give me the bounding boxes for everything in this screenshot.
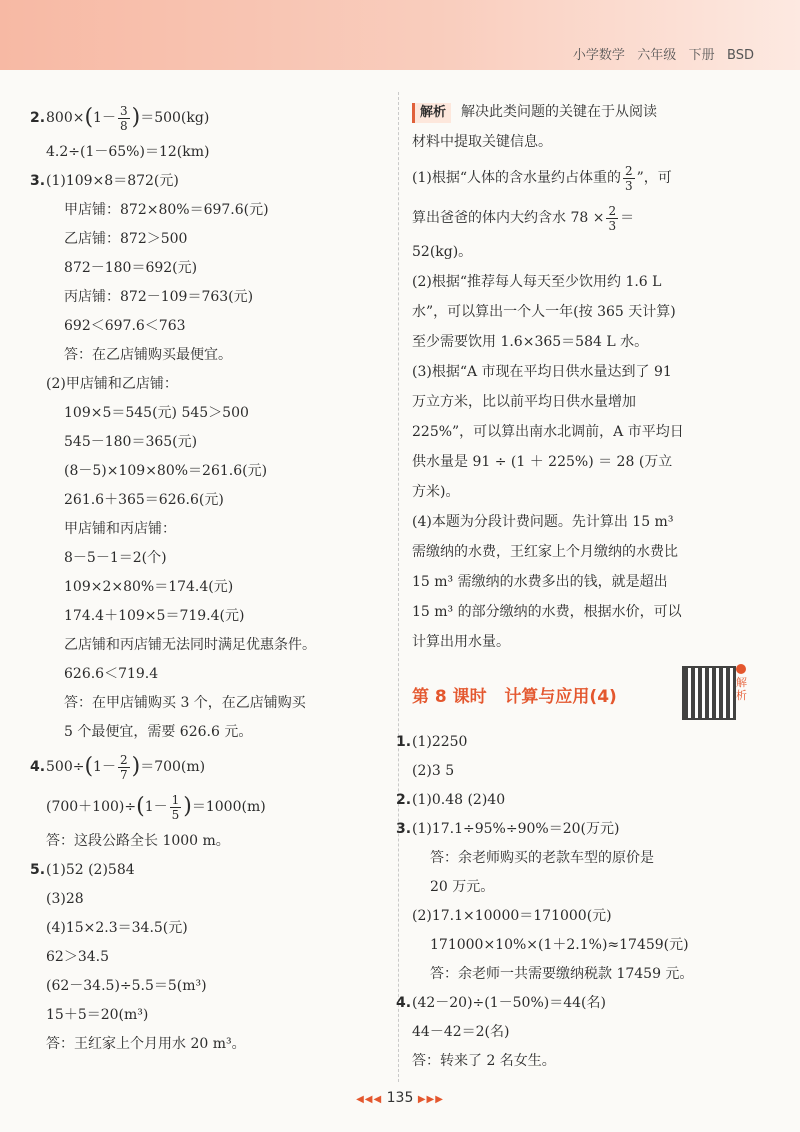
denominator: 7 [119, 767, 128, 782]
answer-5-line-1 [30, 856, 386, 885]
paren-open: ( [136, 794, 145, 819]
answer-line: 8－5－1＝2(个) [64, 550, 167, 566]
paren-open: ( [84, 105, 94, 130]
answer-line: 62＞34.5 [46, 949, 109, 965]
analysis-text: 15 m³ 需缴纳的水费多出的钱，就是超出 [412, 574, 668, 590]
question-number: 3. [396, 821, 412, 837]
expr-text: 1－ [144, 799, 168, 815]
answer-2-line-2: 4.2÷(1－65%)＝12(km) [46, 144, 210, 160]
answer-line: 692＜697.6＜763 [64, 318, 186, 334]
analysis-text: 方米)。 [412, 484, 460, 500]
prev-arrows-icon: ◀◀◀ [356, 1094, 383, 1105]
expr-text: (42－20)÷(1－50%)＝44(名) [412, 995, 606, 1011]
expr-text: (1)0.48 (2)40 [412, 792, 506, 808]
numerator: 2 [625, 163, 633, 178]
answer-line: (8－5)×109×80%＝261.6(元) [64, 463, 268, 479]
answer-line [396, 786, 772, 815]
analysis-text: 至少需要饮用 1.6×365＝584 L 水。 [412, 334, 649, 350]
page-number: 135 [386, 1090, 414, 1106]
answer-line: (2)3 5 [412, 763, 455, 779]
answer-line: 答：这段公路全长 1000 m。 [46, 833, 230, 849]
answer-line: 44－42＝2(名) [412, 1024, 510, 1040]
numerator: 3 [119, 103, 128, 118]
lesson-title: 第 8 课时 计算与应用(4) [412, 687, 617, 707]
analysis-text: 52(kg)。 [412, 244, 473, 260]
denominator: 3 [608, 218, 617, 233]
paren-close: ) [183, 794, 192, 819]
lesson-answers [396, 728, 772, 1076]
answer-line: 乙店铺和丙店铺无法同时满足优惠条件。 [64, 637, 316, 653]
analysis-text: ”，可 [636, 170, 672, 186]
denominator: 5 [171, 807, 180, 822]
expr-text: 500÷ [46, 759, 85, 775]
question-number: 4. [396, 995, 412, 1011]
analysis-text: 解决此类问题的关键在于从阅读 [461, 104, 658, 120]
analysis-text: (1)根据“人体的含水量约占体重的 [412, 170, 621, 186]
answer-line: 261.6＋365＝626.6(元) [64, 492, 224, 508]
play-icon [736, 664, 746, 674]
answer-line: 答：余老师一共需要缴纳税款 17459 元。 [430, 966, 694, 982]
analysis-text: 万立方米，比以前平均日供水量增加 [412, 394, 636, 410]
analysis-line [412, 198, 762, 238]
answer-4-line-2 [46, 787, 386, 827]
expr-text: (700＋100)÷ [46, 799, 137, 815]
analysis-text: 计算出用水量。 [412, 634, 510, 650]
answer-line: 545－180＝365(元) [64, 434, 198, 450]
qr-label-text: 解析 [736, 676, 747, 702]
analysis-text: 水”，可以算出一个人一年(按 365 天计算) [412, 304, 676, 320]
question-number: 2. [396, 792, 412, 808]
qr-code-icon[interactable] [682, 666, 736, 720]
question-number: 1. [396, 734, 412, 750]
numerator: 2 [119, 752, 128, 767]
expr-text: ＝500(kg) [140, 110, 210, 126]
answer-line: 答：王红家上个月用水 20 m³。 [46, 1036, 246, 1052]
answer-line: 171000×10%×(1＋2.1%)≈17459(元) [430, 937, 689, 953]
column-divider [398, 92, 399, 1082]
fraction [118, 753, 130, 782]
analysis-text: 材料中提取关键信息。 [412, 134, 552, 150]
next-arrows-icon: ▶▶▶ [417, 1094, 444, 1105]
expr-text: (1)17.1÷95%÷90%＝20(万元) [412, 821, 620, 837]
answer-line: 626.6＜719.4 [64, 666, 159, 682]
answer-line: 甲店铺：872×80%＝697.6(元) [64, 202, 269, 218]
analysis-text: (2)根据“推荐每人每天至少饮用约 1.6 L [412, 274, 662, 290]
analysis-text: 225%”，可以算出南水北调前，A 市平均日 [412, 424, 684, 440]
answer-line: 872－180＝692(元) [64, 260, 198, 276]
fraction [118, 104, 130, 133]
answer-line: 20 万元。 [430, 879, 495, 895]
answer-line: 15＋5＝20(m³) [46, 1007, 149, 1023]
answer-line: 答：余老师购买的老款车型的原价是 [430, 850, 654, 866]
answer-line: 乙店铺：872＞500 [64, 231, 188, 247]
expr-text: 1－ [93, 110, 116, 126]
answer-line: 5 个最便宜，需要 626.6 元。 [64, 724, 253, 740]
answer-4-line-1 [30, 747, 386, 787]
answer-line: (62－34.5)÷5.5＝5(m³) [46, 978, 207, 994]
page-footer [0, 1090, 800, 1106]
analysis-text: 供水量是 91 ÷ (1 ＋ 225%) ＝ 28 (万立 [412, 454, 673, 470]
analysis-text: 算出爸爸的体内大约含水 78 × [412, 210, 605, 226]
question-number: 2. [30, 110, 46, 126]
analysis-intro [412, 98, 762, 128]
expr-text: (1)109×8＝872(元) [46, 173, 179, 189]
answer-line: (2)17.1×10000＝171000(元) [412, 908, 612, 924]
paren-close: ) [131, 754, 141, 779]
left-column [30, 98, 386, 1059]
question-number: 5. [30, 862, 46, 878]
question-number: 3. [30, 173, 46, 189]
book-header: 小学数学 六年级 下册 BSD [572, 48, 754, 63]
answer-line: (2)甲店铺和乙店铺： [46, 376, 178, 392]
analysis-tag: 解析 [412, 103, 451, 123]
answer-line: 答：在乙店铺购买最便宜。 [64, 347, 232, 363]
denominator: 8 [119, 118, 128, 133]
expr-text: (1)2250 [412, 734, 468, 750]
answer-line [396, 728, 772, 757]
paren-open: ( [84, 754, 94, 779]
fraction [623, 164, 635, 193]
answer-2-line-1 [30, 98, 386, 138]
analysis-text: (4)本题为分段计费问题。先计算出 15 m³ [412, 514, 674, 530]
answer-line: 答：在甲店铺购买 3 个，在乙店铺购买 [64, 695, 306, 711]
analysis-text: ＝ [620, 210, 635, 226]
answer-line: 答：转来了 2 名女生。 [412, 1053, 556, 1069]
answer-line: (3)28 [46, 891, 84, 907]
question-number: 4. [30, 759, 46, 775]
answer-line: (4)15×2.3＝34.5(元) [46, 920, 188, 936]
analysis-text: 15 m³ 的部分缴纳的水费，根据水价，可以 [412, 604, 682, 620]
expr-text: 1－ [93, 759, 116, 775]
fraction [170, 793, 182, 822]
analysis-text: 需缴纳的水费，王红家上个月缴纳的水费比 [412, 544, 678, 560]
numerator: 2 [608, 203, 617, 218]
analysis-line [412, 158, 762, 198]
denominator: 3 [625, 178, 633, 193]
answer-line: 174.4＋109×5＝719.4(元) [64, 608, 245, 624]
answer-line: 丙店铺：872－109＝763(元) [64, 289, 254, 305]
numerator: 1 [171, 792, 180, 807]
answer-line [396, 815, 772, 844]
answer-3-line-1 [30, 167, 386, 196]
answer-line: 甲店铺和丙店铺： [64, 521, 176, 537]
paren-close: ) [131, 105, 141, 130]
analysis-column [412, 98, 762, 658]
fraction [606, 204, 618, 233]
answer-line [396, 989, 772, 1018]
expr-text: 800× [46, 110, 85, 126]
expr-text: ＝700(m) [140, 759, 206, 775]
qr-analysis-link[interactable] [736, 664, 750, 702]
expr-text: (1)52 (2)584 [46, 862, 135, 878]
answer-line: 109×5＝545(元) 545＞500 [64, 405, 249, 421]
answer-line: 109×2×80%＝174.4(元) [64, 579, 234, 595]
expr-text: ＝1000(m) [191, 799, 266, 815]
analysis-text: (3)根据“A 市现在平均日供水量达到了 91 [412, 364, 672, 380]
